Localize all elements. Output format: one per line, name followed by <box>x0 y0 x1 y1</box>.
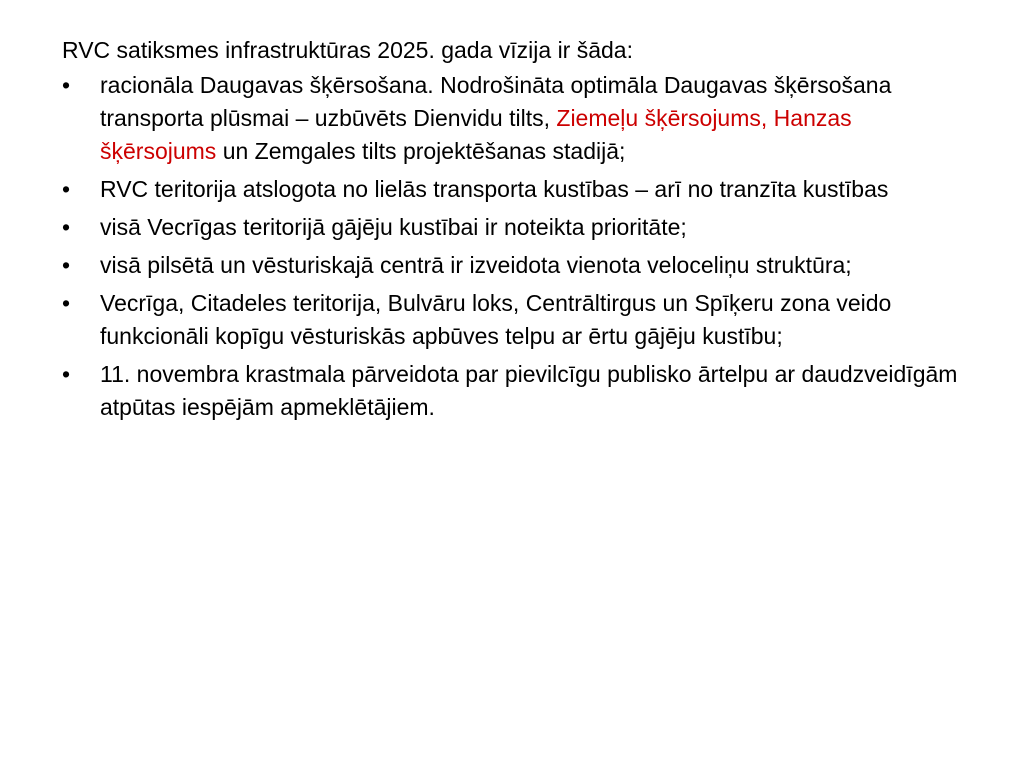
bullet-icon: • <box>62 252 71 278</box>
bullet-icon: • <box>62 290 71 316</box>
bullet-text: RVC teritorija atslogota no lielās transporta kustības – arī no tranzīta kustības <box>100 176 889 202</box>
bullet-item-3 <box>62 211 972 244</box>
intro-text: RVC satiksmes infrastruktūras 2025. gada vīzija ir šāda: <box>62 37 633 63</box>
bullet-text-part: un Zemgales tilts projektēšanas stadijā; <box>216 138 626 164</box>
bullet-text: visā pilsētā un vēsturiskajā centrā ir izveidota vienota veloceliņu struktūra; <box>100 252 852 278</box>
bullet-item-4 <box>62 249 972 282</box>
bullet-text: Vecrīga, Citadeles teritorija, Bulvāru loks, Centrāltirgus un Spīķeru zona veido funkcionāli kopīgu vēsturiskās apbūves telpu ar ērtu gājēju kustību; <box>100 290 892 349</box>
slide-body <box>62 34 972 429</box>
bullet-icon: • <box>62 214 71 240</box>
bullet-item-2 <box>62 173 972 206</box>
bullet-icon: • <box>62 361 71 387</box>
bullet-text-part: racionāla Daugavas šķērsošana. Nodrošināta optimāla Daugavas šķērsošana transporta plūsmai – uzbūvēts Dienvidu tilts, <box>100 72 892 131</box>
bullet-icon: • <box>62 176 71 202</box>
bullet-icon: • <box>62 72 71 98</box>
bullet-text: visā Vecrīgas teritorijā gājēju kustībai ir noteikta prioritāte; <box>100 214 687 240</box>
highlighted-text: Ziemeļu šķērsojums, Hanzas šķērsojums <box>100 105 852 164</box>
bullet-item-1 <box>62 69 972 168</box>
bullet-text: 11. novembra krastmala pārveidota par pievilcīgu publisko ārtelpu ar daudzveidīgām atpūtas iespējām apmeklētājiem. <box>100 361 958 420</box>
bullet-item-6 <box>62 358 972 424</box>
bullet-list <box>62 69 972 424</box>
bullet-item-5 <box>62 287 972 353</box>
